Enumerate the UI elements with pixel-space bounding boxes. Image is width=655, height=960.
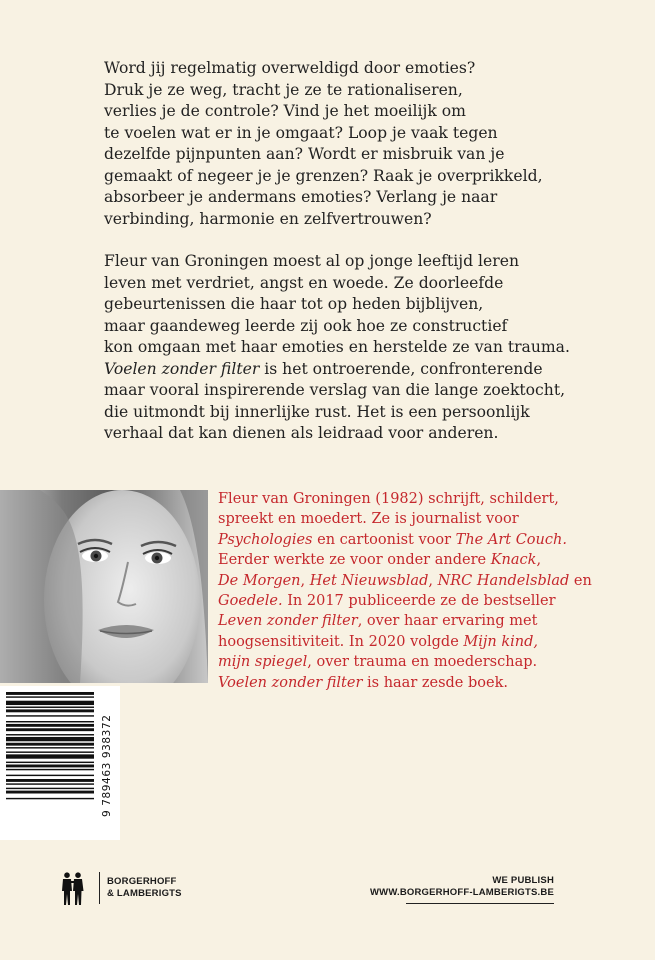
blurb-line: verhaal dat kan dienen als leidraad voor anderen. (104, 424, 499, 442)
bio-line: Psychologies en cartoonist voor The Art Couch. (218, 531, 567, 548)
blurb-line: dezelfde pijnpunten aan? Wordt er misbruik van je (104, 145, 505, 163)
blurb-line: kon omgaan met haar emoties en herstelde ze van trauma. (104, 338, 570, 356)
isbn-number: 9 789463 938372 (101, 714, 113, 818)
blurb-line: Druk je ze weg, tracht je ze te rationaliseren, (104, 80, 463, 99)
publisher-website: WWW.BORGERHOFF-LAMBERIGTS.BE (370, 886, 554, 898)
bio-line: mijn spiegel, over trauma en moederschap. (218, 654, 538, 671)
blurb-line: Fleur van Groningen moest al op jonge leeftijd leren (104, 252, 519, 270)
bio-line: Fleur van Groningen (1982) schrijft, schildert, (218, 491, 559, 507)
blurb-line: die uitmondt bij innerlijke rust. Het is een persoonlijk (104, 402, 530, 421)
book-title: Voelen zonder filter (104, 359, 260, 378)
blurb-paragraph-1 (104, 58, 574, 230)
blurb-line: verbinding, harmonie en zelfvertrouwen? (104, 209, 432, 228)
bio-line: Goedele. In 2017 publiceerde ze de bestseller (218, 593, 556, 610)
blurb-line: leven met verdriet, angst en woede. Ze doorleefde (104, 273, 504, 292)
blurb-line: maar gaandeweg leerde zij ook hoe ze constructief (104, 316, 508, 335)
blurb-line: maar vooral inspirerende verslag van die lange zoektocht, (104, 381, 566, 399)
blurb-line: gebeurtenissen die haar tot op heden bijblijven, (104, 295, 484, 313)
blurb (104, 58, 574, 445)
bio-line: spreekt en moedert. Ze is journalist voor (218, 511, 519, 528)
website-underline (406, 903, 554, 904)
blurb-line: gemaakt of negeer je je grenzen? Raak je overprikkeld, (104, 166, 543, 185)
author-bio (218, 489, 638, 693)
logo-divider (99, 872, 100, 904)
bio-line: De Morgen, Het Nieuwsblad, NRC Handelsblad en (218, 572, 592, 589)
author-photo (0, 490, 208, 683)
blurb-paragraph-2 (104, 251, 574, 445)
publisher-slogan: WE PUBLISH (492, 875, 554, 886)
blurb-line: absorbeer je andermans emoties? Verlang je naar (104, 188, 498, 206)
bio-line: Voelen zonder filter is haar zesde boek. (218, 674, 508, 691)
blurb-line: verlies je de controle? Vind je het moeilijk om (104, 102, 466, 120)
publisher-logo-icon (58, 872, 88, 910)
publisher-name: BORGERHOFF & LAMBERIGTS (107, 876, 182, 899)
publisher-contact (370, 875, 554, 898)
blurb-line: Word jij regelmatig overweldigd door emoties? (104, 59, 476, 77)
bio-line: hoogsensitiviteit. In 2020 volgde Mijn kind, (218, 633, 538, 650)
blurb-line: Voelen zonder filter is het ontroerende, confronterende (104, 359, 543, 378)
blurb-line: te voelen wat er in je omgaat? Loop je vaak tegen (104, 123, 498, 142)
bio-line: Eerder werkte ze voor onder andere Knack, (218, 552, 542, 569)
bio-line: Leven zonder filter, over haar ervaring met (218, 613, 538, 630)
